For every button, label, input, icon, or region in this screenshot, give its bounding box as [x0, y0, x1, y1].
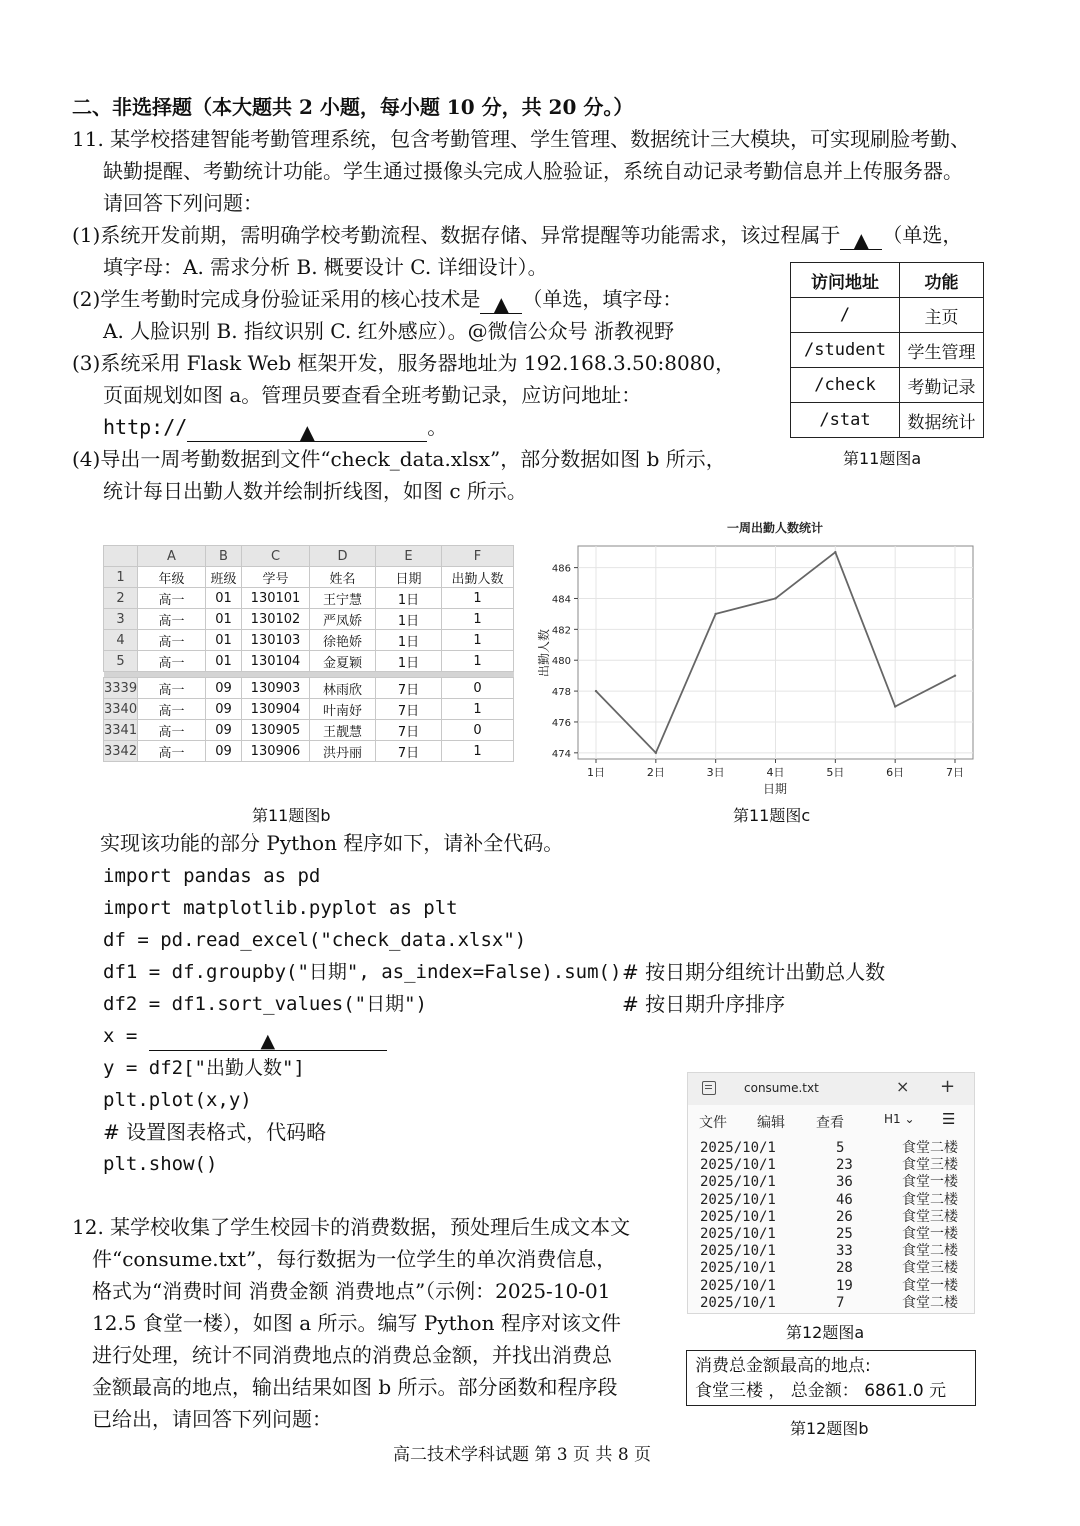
sheet-cell: 09	[206, 720, 242, 741]
record-date: 2025/10/1	[700, 1174, 776, 1191]
q12-line6: 金额最高的地点，输出结果如图 b 所示。部分函数和程序段	[92, 1375, 618, 1399]
sheet-cell: 09	[206, 741, 242, 762]
sheet-corner	[104, 546, 138, 567]
record-location: 食堂一楼	[902, 1225, 958, 1242]
consume-record	[700, 1209, 972, 1226]
x-tick-label: 7日	[946, 766, 964, 779]
sheet-cell: 1日	[376, 588, 442, 609]
sheet-cell: 1	[442, 588, 514, 609]
data-point	[954, 674, 956, 676]
record-location: 食堂二楼	[902, 1243, 958, 1260]
sheet-cell: 叶南妤	[310, 699, 376, 720]
sheet-cell: 王宁慧	[310, 588, 376, 609]
sheet-cell: 130101	[242, 588, 310, 609]
code-line-5: df2 = df1.sort_values("日期")	[103, 993, 427, 1015]
q11-part2-tail: （单选，填字母：	[522, 287, 683, 311]
sheet-cell: 高一	[138, 651, 206, 672]
answer-blank-2[interactable]: ▲	[480, 289, 522, 314]
sheet-cell: 01	[206, 588, 242, 609]
q11-part1-tail: （单选，	[882, 223, 963, 247]
sheet-row	[104, 630, 514, 651]
sheet-row	[104, 678, 514, 699]
code-line-8: plt.plot(x,y)	[103, 1089, 252, 1111]
consume-record	[700, 1157, 972, 1174]
sheet-cell: 林雨欣	[310, 678, 376, 699]
record-amount: 46	[836, 1191, 853, 1208]
sheet-cell: 130903	[242, 678, 310, 699]
route-table	[790, 262, 984, 438]
sheet-cell: 130905	[242, 720, 310, 741]
y-axis-label: 出勤人数	[537, 628, 551, 678]
sheet-column-header: C	[242, 546, 310, 567]
record-amount: 7	[836, 1294, 845, 1311]
record-amount: 36	[836, 1174, 853, 1191]
consume-record	[700, 1140, 972, 1157]
record-date: 2025/10/1	[700, 1260, 776, 1277]
url-period: 。	[427, 415, 448, 439]
sheet-cell: 7日	[376, 678, 442, 699]
sheet-cell: 姓名	[310, 567, 376, 588]
consume-record	[700, 1226, 972, 1243]
sheet-column-header: E	[376, 546, 442, 567]
q11-part4-line1: (4)导出一周考勤数据到文件“check_data.xlsx”，部分数据如图 b 所示，	[72, 447, 726, 471]
url-prefix: http://	[103, 415, 188, 439]
record-amount: 28	[836, 1260, 853, 1277]
sheet-row-number: 1	[104, 567, 138, 588]
answer-blank-3[interactable]: ▲	[187, 417, 427, 442]
sheet-cell: 1日	[376, 609, 442, 630]
record-location: 食堂三楼	[902, 1157, 958, 1174]
figure-caption-11a: 第11题图a	[843, 449, 922, 468]
sheet-row	[104, 588, 514, 609]
record-amount: 5	[836, 1140, 845, 1156]
q11-part3-line2: 页面规划如图 a。管理员要查看全班考勤记录，应访问地址：	[103, 383, 642, 407]
x-axis-label: 日期	[762, 782, 788, 796]
chart-title: 一周出勤人数统计	[726, 521, 824, 535]
sheet-row	[104, 699, 514, 720]
consume-record	[700, 1192, 972, 1209]
sheet-cell: 1	[442, 741, 514, 762]
sheet-cell: 7日	[376, 741, 442, 762]
record-date: 2025/10/1	[700, 1294, 776, 1311]
consume-record	[700, 1295, 972, 1312]
record-amount: 19	[836, 1277, 853, 1294]
q11-part1-line2: 填字母：A. 需求分析 B. 概要设计 C. 详细设计）。	[103, 255, 548, 279]
data-point	[894, 705, 896, 707]
sheet-cell: 130906	[242, 741, 310, 762]
sheet-cell: 130904	[242, 699, 310, 720]
code-line-9: # 设置图表格式，代码略	[103, 1120, 327, 1144]
q11-intro-line2: 缺勤提醒、考勤统计功能。学生通过摄像头完成人脸验证，系统自动记录考勤信息并上传服务器。	[103, 159, 963, 183]
editor-content[interactable]	[700, 1140, 972, 1312]
record-date: 2025/10/1	[700, 1225, 776, 1242]
section-title: 二、非选择题（本大题共 2 小题，每小题 10 分，共 20 分。）	[72, 95, 634, 119]
code-line-3: df = pd.read_excel("check_data.xlsx")	[103, 929, 527, 951]
sheet-cell: 金夏颖	[310, 651, 376, 672]
code-comment-4: # 按日期分组统计出勤总人数	[622, 960, 886, 984]
code-line-6	[103, 1021, 387, 1051]
sheet-cell: 130104	[242, 651, 310, 672]
y-tick-label: 478	[551, 687, 571, 699]
sheet-cell: 7日	[376, 699, 442, 720]
text-editor-window	[687, 1072, 975, 1314]
route-row	[791, 333, 984, 368]
editor-tab-bar	[688, 1073, 974, 1105]
sheet-cell: 高一	[138, 720, 206, 741]
sheet-cell: 出勤人数	[442, 567, 514, 588]
q11-part2-line1	[72, 284, 682, 314]
route-table-header	[791, 263, 984, 298]
q12-line3: 格式为“消费时间 消费金额 消费地点”（示例：2025-10-01	[92, 1279, 611, 1303]
data-point	[655, 752, 657, 754]
record-amount: 25	[836, 1225, 853, 1242]
q12-line4: 12.5 食堂一楼），如图 a 所示。编写 Python 程序对该文件	[92, 1311, 621, 1335]
y-tick-label: 486	[551, 563, 571, 575]
q11-part1-text: (1)系统开发前期，需明确学校考勤流程、数据存储、异常提醒等功能需求，该过程属于	[72, 223, 841, 247]
y-tick-label: 482	[551, 625, 571, 637]
record-amount: 33	[836, 1243, 853, 1260]
sheet-cell: 7日	[376, 720, 442, 741]
sheet-cell: 01	[206, 630, 242, 651]
sheet-column-header: A	[138, 546, 206, 567]
sheet-cell: 高一	[138, 741, 206, 762]
record-location: 食堂一楼	[902, 1277, 958, 1294]
sheet-cell: 130103	[242, 630, 310, 651]
q12-line2: 件“consume.txt”，每行数据为一位学生的单次消费信息，	[92, 1247, 617, 1271]
new-tab-icon[interactable]: +	[940, 1076, 956, 1097]
sheet-cell: 130102	[242, 609, 310, 630]
record-location: 食堂三楼	[902, 1260, 958, 1277]
consume-record	[700, 1174, 972, 1191]
figure-caption-11c: 第11题图c	[733, 806, 811, 825]
figure-caption-12a: 第12题图a	[786, 1323, 865, 1342]
data-point	[714, 613, 716, 615]
answer-blank-1[interactable]: ▲	[840, 225, 882, 250]
q11-part3-line1: (3)系统采用 Flask Web 框架开发，服务器地址为 192.168.3.50:8080，	[72, 351, 736, 375]
notepad-icon	[702, 1081, 716, 1095]
route-row	[791, 298, 984, 333]
x-tick-label: 6日	[886, 766, 905, 779]
route-path: /stat	[791, 403, 900, 438]
editor-tab-title[interactable]: consume.txt	[744, 1081, 819, 1095]
code-line-2: import matplotlib.pyplot as plt	[103, 897, 458, 919]
route-path: /check	[791, 368, 900, 403]
sheet-cell: 高一	[138, 588, 206, 609]
sheet-row-number: 3342	[104, 741, 138, 762]
q11-intro-line1: 11. 某学校搭建智能考勤管理系统，包含考勤管理、学生管理、数据统计三大模块，可实现刷脸考勤、	[72, 127, 971, 151]
sheet-cell: 1	[442, 609, 514, 630]
sheet-cell: 1	[442, 699, 514, 720]
route-function: 考勤记录	[900, 368, 984, 403]
route-function: 主页	[900, 298, 984, 333]
sheet-cell: 1日	[376, 651, 442, 672]
close-tab-icon[interactable]: ×	[896, 1077, 910, 1096]
attendance-line-chart	[530, 515, 990, 800]
sheet-cell: 1	[442, 651, 514, 672]
route-header-path: 访问地址	[791, 263, 900, 298]
chevron-down-icon: ⌄	[904, 1112, 915, 1126]
sheet-column-header: B	[206, 546, 242, 567]
code-comment-5: # 按日期升序排序	[622, 992, 786, 1016]
sheet-cell: 09	[206, 678, 242, 699]
menu-file[interactable]: 文件	[699, 1115, 727, 1131]
data-point	[834, 551, 836, 553]
q11-part1-line1	[72, 220, 962, 250]
sheet-row-number: 3340	[104, 699, 138, 720]
sheet-cell: 徐艳娇	[310, 630, 376, 651]
record-date: 2025/10/1	[700, 1157, 776, 1174]
sheet-row	[104, 609, 514, 630]
figure-caption-12b: 第12题图b	[790, 1419, 869, 1438]
sheet-row-number: 2	[104, 588, 138, 609]
sheet-cell: 高一	[138, 699, 206, 720]
sheet-cell: 洪丹丽	[310, 741, 376, 762]
list-format-icon[interactable]: ☰	[942, 1110, 956, 1128]
record-date: 2025/10/1	[700, 1208, 776, 1225]
record-location: 食堂二楼	[902, 1294, 958, 1311]
code-line-7: y = df2["出勤人数"]	[103, 1057, 305, 1079]
result-line-2: 食堂三楼 ， 总金额： 6861.0 元	[695, 1381, 947, 1401]
sheet-cell: 学号	[242, 567, 310, 588]
sheet-cell: 0	[442, 678, 514, 699]
x-tick-label: 1日	[587, 766, 605, 779]
y-tick-label: 474	[551, 748, 571, 760]
code-x-assign: x =	[103, 1025, 149, 1047]
sheet-cell: 0	[442, 720, 514, 741]
result-line-1: 消费总金额最高的地点:	[695, 1356, 871, 1376]
sheet-cell: 01	[206, 651, 242, 672]
output-result-box	[686, 1350, 976, 1406]
sheet-row-number: 3	[104, 609, 138, 630]
sheet-row-number: 3341	[104, 720, 138, 741]
sheet-row-number: 3339	[104, 678, 138, 699]
sheet-cell: 班级	[206, 567, 242, 588]
sheet-column-header: F	[442, 546, 514, 567]
route-path: /student	[791, 333, 900, 368]
code-line-1: import pandas as pd	[103, 865, 321, 887]
sheet-cell: 严凤娇	[310, 609, 376, 630]
sheet-row	[104, 651, 514, 672]
page-footer: 高二技术学科试题 第 3 页 共 8 页	[393, 1445, 652, 1465]
record-date: 2025/10/1	[700, 1191, 776, 1208]
attendance-sheet	[103, 545, 514, 762]
route-row	[791, 403, 984, 438]
sheet-cell: 1	[442, 630, 514, 651]
heading-label: H1	[884, 1112, 901, 1126]
q11-part2-text: (2)学生考勤时完成身份验证采用的核心技术是	[72, 287, 481, 311]
record-location: 食堂三楼	[902, 1208, 958, 1225]
consume-record	[700, 1243, 972, 1260]
route-header-function: 功能	[900, 263, 984, 298]
record-location: 食堂二楼	[902, 1140, 958, 1156]
sheet-cell: 日期	[376, 567, 442, 588]
spreadsheet-figure	[103, 545, 513, 761]
code-intro: 实现该功能的部分 Python 程序如下，请补全代码。	[100, 831, 564, 855]
q12-line1: 12. 某学校收集了学生校园卡的消费数据，预处理后生成文本文	[72, 1215, 631, 1239]
record-location: 食堂二楼	[902, 1191, 958, 1208]
y-tick-label: 484	[551, 594, 571, 606]
code-line-4: df1 = df.groupby("日期", as_index=False).sum()	[103, 961, 622, 983]
consume-record	[700, 1278, 972, 1295]
sheet-cell: 高一	[138, 630, 206, 651]
record-location: 食堂一楼	[902, 1174, 958, 1191]
q11-part3-line3	[103, 412, 447, 442]
q11-part2-line2: A. 人脸识别 B. 指纹识别 C. 红外感应）。@微信公众号 浙教视野	[103, 319, 674, 343]
editor-menu-bar	[688, 1106, 974, 1136]
consume-record	[700, 1260, 972, 1277]
figure-caption-11b: 第11题图b	[252, 806, 331, 825]
q11-part4-line2: 统计每日出勤人数并绘制折线图，如图 c 所示。	[103, 479, 527, 503]
record-date: 2025/10/1	[700, 1140, 776, 1156]
sheet-column-header: D	[310, 546, 376, 567]
q12-line7: 已给出，请回答下列问题：	[92, 1407, 332, 1431]
menu-edit[interactable]: 编辑	[757, 1115, 785, 1131]
sheet-column-letters	[104, 546, 514, 567]
answer-blank-4[interactable]: ▲	[149, 1026, 387, 1051]
data-point	[595, 690, 597, 692]
record-amount: 23	[836, 1157, 853, 1174]
sheet-row-number: 4	[104, 630, 138, 651]
sheet-cell: 09	[206, 699, 242, 720]
x-tick-label: 2日	[646, 766, 665, 779]
x-tick-label: 5日	[826, 766, 845, 779]
x-tick-label: 3日	[706, 766, 725, 779]
code-line-10: plt.show()	[103, 1153, 218, 1175]
x-tick-label: 4日	[766, 766, 785, 779]
sheet-cell: 年级	[138, 567, 206, 588]
data-point	[774, 597, 776, 599]
y-tick-label: 480	[551, 656, 571, 668]
sheet-row-number: 5	[104, 651, 138, 672]
route-path: /	[791, 298, 900, 333]
q11-intro-line3: 请回答下列问题：	[103, 191, 263, 215]
record-date: 2025/10/1	[700, 1243, 776, 1260]
sheet-cell: 1日	[376, 630, 442, 651]
sheet-cell: 王靓慧	[310, 720, 376, 741]
route-row	[791, 368, 984, 403]
sheet-cell: 高一	[138, 678, 206, 699]
y-tick-label: 476	[551, 717, 571, 729]
q12-line5: 进行处理，统计不同消费地点的消费总金额，并找出消费总	[92, 1343, 612, 1367]
sheet-row	[104, 741, 514, 762]
sheet-row	[104, 720, 514, 741]
route-function: 学生管理	[900, 333, 984, 368]
menu-view[interactable]: 查看	[816, 1115, 844, 1131]
record-date: 2025/10/1	[700, 1277, 776, 1294]
heading-dropdown[interactable]	[884, 1112, 915, 1126]
sheet-row	[104, 567, 514, 588]
route-function: 数据统计	[900, 403, 984, 438]
sheet-cell: 01	[206, 609, 242, 630]
record-amount: 26	[836, 1208, 853, 1225]
sheet-cell: 高一	[138, 609, 206, 630]
